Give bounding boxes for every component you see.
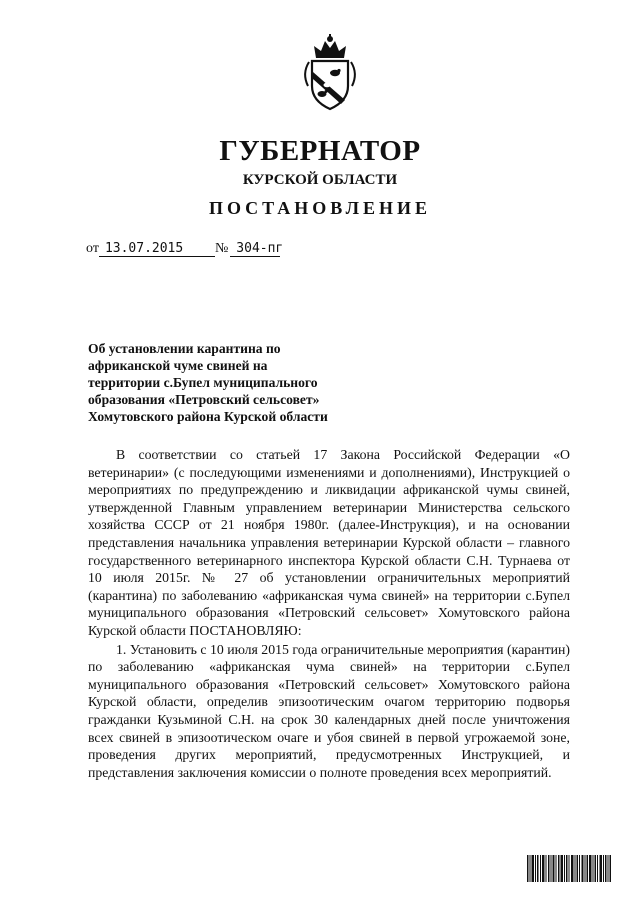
subject-line: африканской чуме свиней на [88,358,268,373]
body-paragraph-item-1: 1. Установить с 10 июля 2015 года ограничительные мероприятия (карантин) по заболеванию «африканская чума свиней» на территории с.Бупел муниципального образования «Петровский сельсовет» Хомутовского района Курской области, определив эпизоотическим очагом территорию подворья гражданки Кузьминой С.Н. на срок 30 календарных дней после уничтожения всех свиней в эпизоотическом очаге и убоя свиней в первой угрожаемой зоне, проведения других мероприятий, предусмотренных Инструкцией, и представления заключения комиссии о полноте проведения всех мероприятий. [88,641,570,780]
document-subject [88,340,360,425]
document-date: 13.07.2015 [99,241,215,257]
document-number: 304-пг [230,241,280,257]
barcode-icon [527,855,611,882]
date-number-line [86,241,284,257]
subject-line: Об установлении карантина по [88,341,281,356]
number-label: № [214,241,229,256]
document-header-region: КУРСКОЙ ОБЛАСТИ [242,172,398,188]
date-from-label: от [86,241,99,256]
body-paragraph-preamble: В соответствии со статьей 17 Закона Российской Федерации «О ветеринарии» (с последующими изменениями и дополнениями), Инструкцией о мероприятиях по предупреждению и ликвидации африканской чумы свиней, утвержденной Главным управлением ветеринарии Министерства сельского хозяйства СССР от 21 ноября 1980г. (далее-Инструкция), и на основании представления начальника управления ветеринарии Курской области – главного государственного ветеринарного инспектора Курской области С.Н. Турнаева от 10 июля 2015г. № 27 об установлении ограничительных мероприятий (карантина) по заболеванию «африканская чума свиней» на территории с.Бупел муниципального образования «Петровский сельсовет» Хомутовского района Курской области ПОСТАНОВЛЯЮ: [88,447,570,638]
coat-of-arms-icon [300,34,360,114]
subject-line: образования «Петровский сельсовет» [88,392,320,407]
document-body [88,446,570,781]
document-header-title: ГУБЕРНАТОР [219,135,421,167]
document-type-title: ПОСТАНОВЛЕНИЕ [208,198,432,218]
subject-line: территории с.Бупел муниципального [88,375,318,390]
subject-line: Хомутовского района Курской области [88,409,328,424]
